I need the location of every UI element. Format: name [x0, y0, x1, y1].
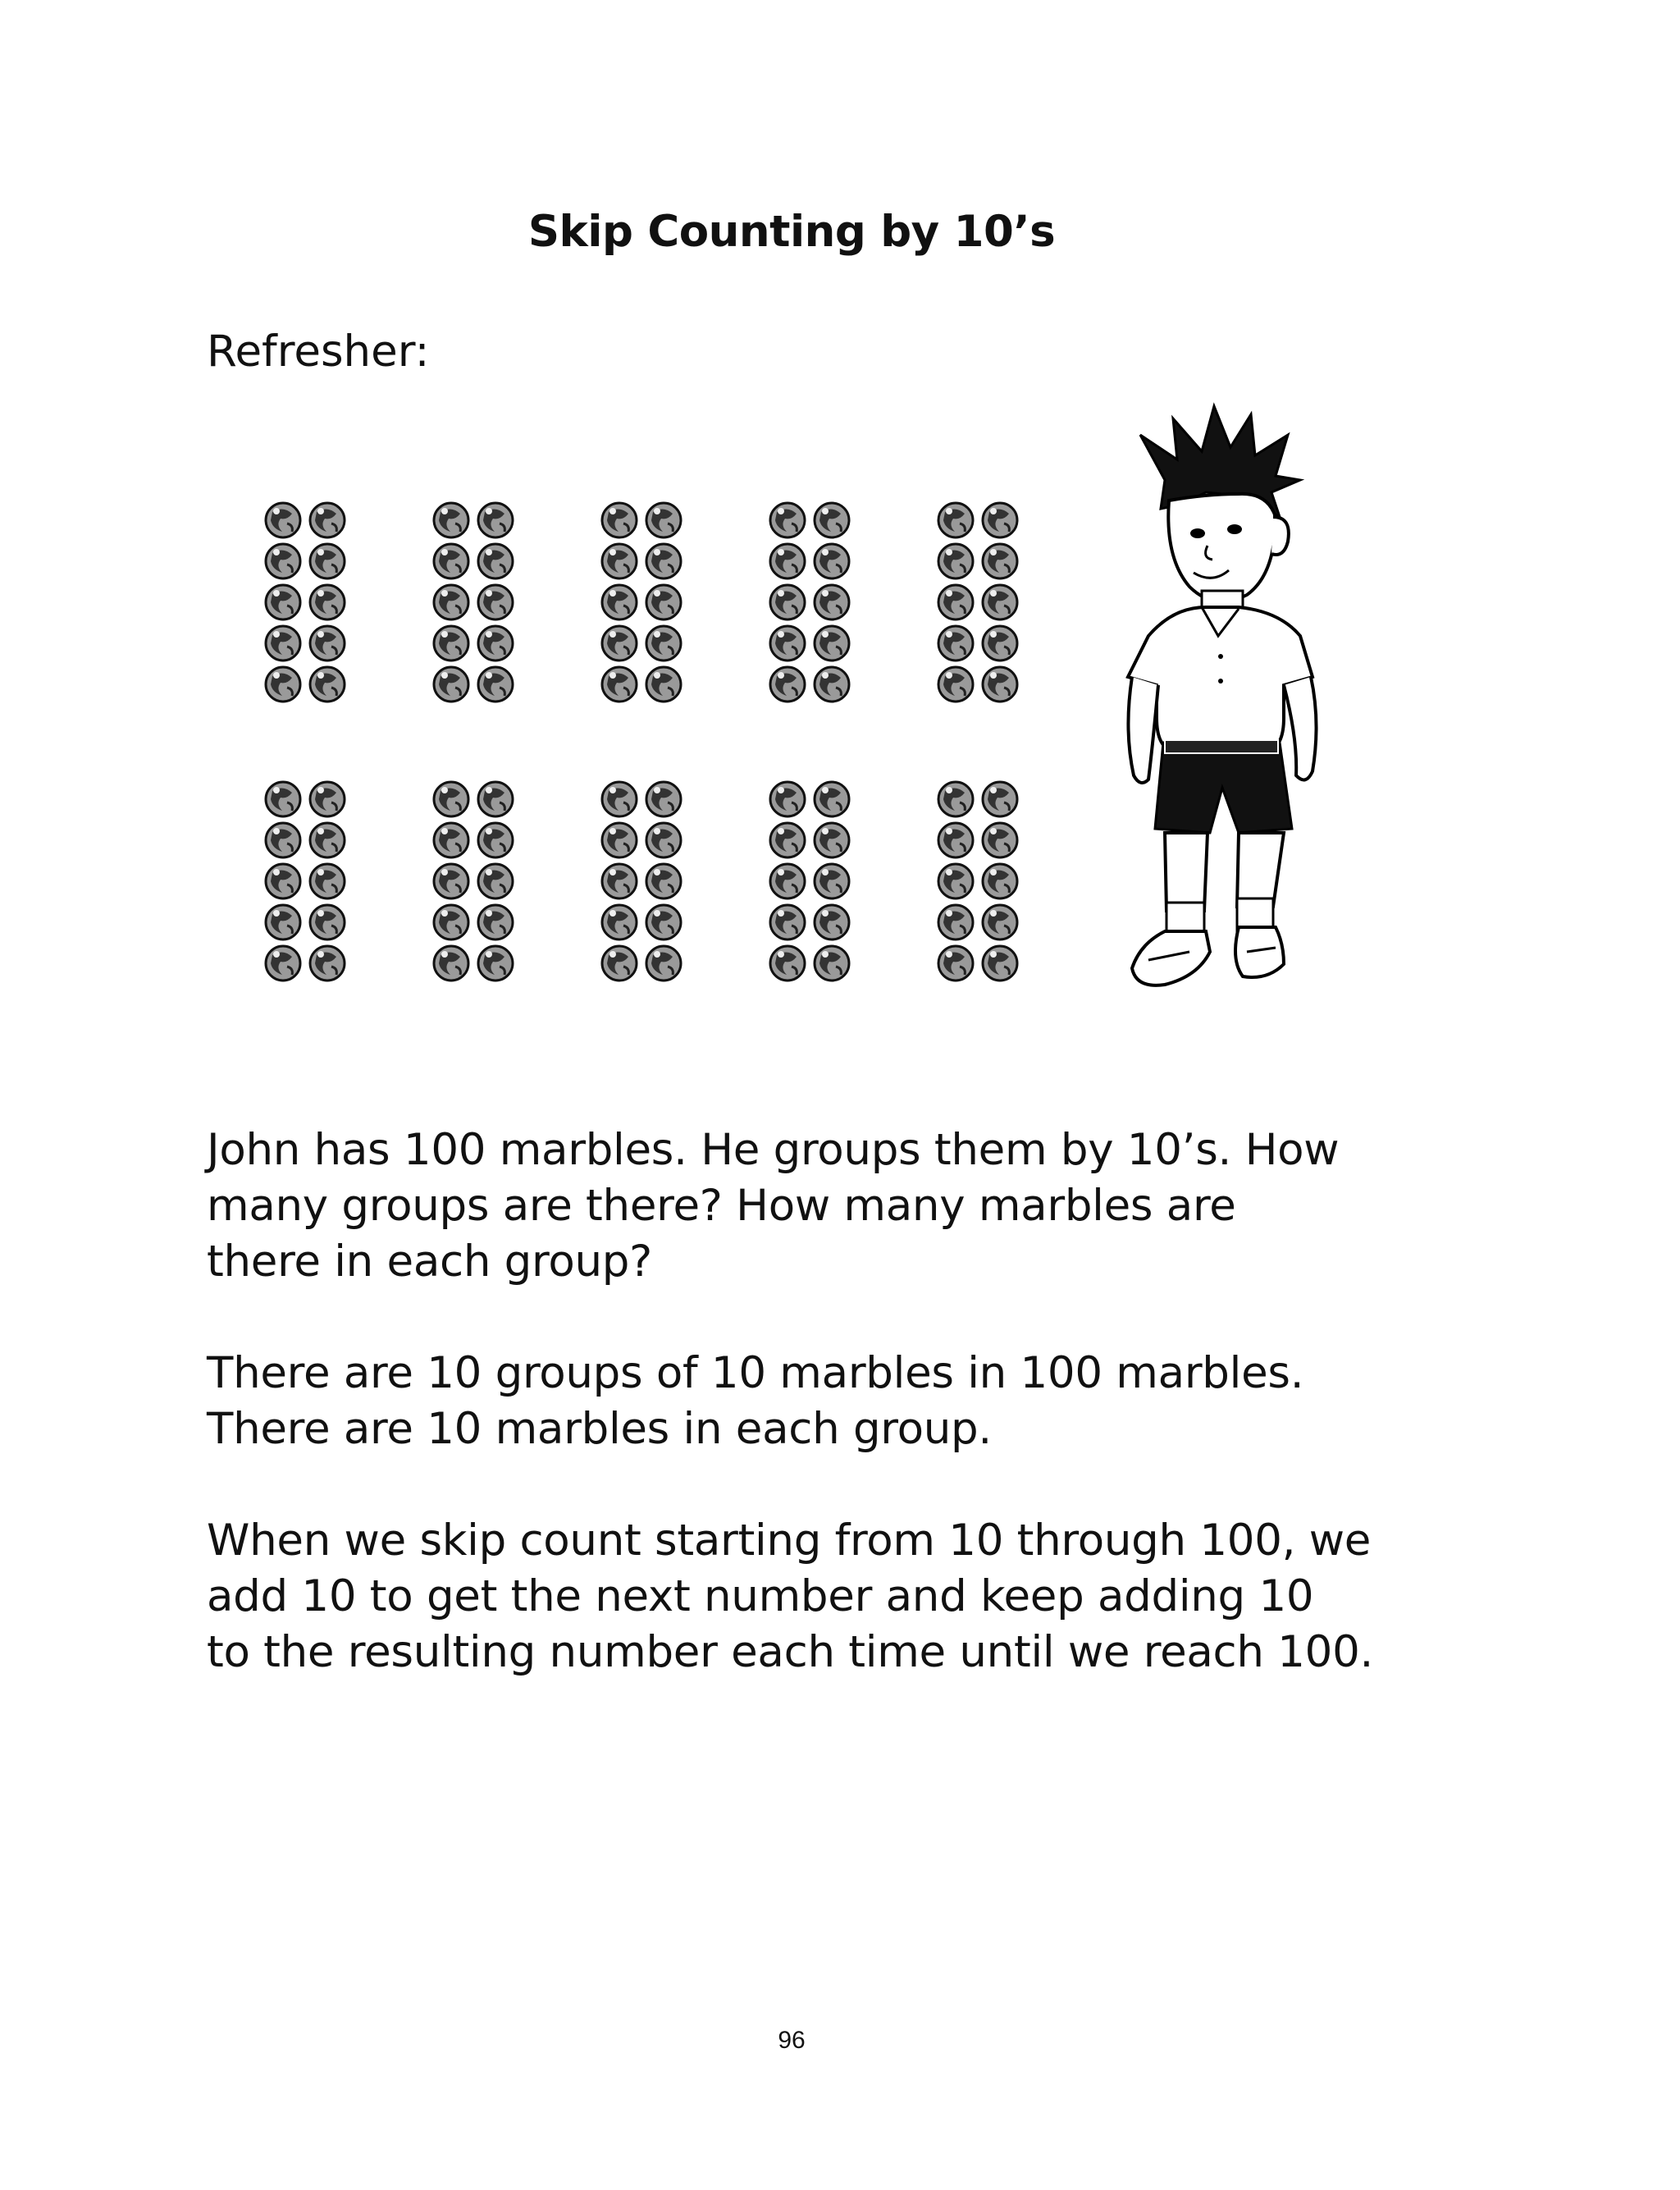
marble-icon	[979, 501, 1022, 542]
marble-icon	[475, 583, 518, 624]
marble-icon	[811, 501, 854, 542]
marble-group	[767, 501, 857, 706]
text-line: There are 10 marbles in each group.	[207, 1404, 992, 1454]
marble-icon	[643, 542, 686, 583]
text-line: there in each group?	[207, 1237, 652, 1287]
marble-icon	[307, 780, 349, 821]
marble-group	[599, 501, 689, 706]
marble-icon	[307, 944, 349, 985]
marble-icon	[935, 862, 978, 903]
marble-icon	[643, 821, 686, 862]
marble-icon	[767, 780, 810, 821]
marble-icon	[262, 583, 305, 624]
marble-icon	[307, 862, 349, 903]
marble-icon	[262, 821, 305, 862]
marbles-illustration	[246, 402, 1362, 1026]
marble-icon	[979, 542, 1022, 583]
marble-icon	[767, 944, 810, 985]
marble-group	[599, 780, 689, 985]
marble-icon	[643, 624, 686, 665]
marble-icon	[767, 903, 810, 944]
marble-icon	[935, 903, 978, 944]
marble-icon	[599, 944, 641, 985]
marble-icon	[767, 583, 810, 624]
text-line: When we skip count starting from 10 through 100, we	[207, 1516, 1372, 1566]
marble-group	[431, 780, 521, 985]
text-line: John has 100 marbles. He groups them by 10’s. How	[207, 1125, 1340, 1175]
marble-group	[935, 501, 1025, 706]
marble-icon	[307, 821, 349, 862]
boy-figure-icon	[1116, 402, 1354, 1009]
marble-icon	[475, 944, 518, 985]
marble-icon	[475, 903, 518, 944]
marble-icon	[811, 583, 854, 624]
marble-icon	[979, 624, 1022, 665]
marble-icon	[475, 624, 518, 665]
marble-icon	[767, 821, 810, 862]
marble-icon	[979, 821, 1022, 862]
marble-icon	[262, 665, 305, 706]
text-line: to the resulting number each time until we reach 100.	[207, 1627, 1374, 1677]
marble-icon	[935, 542, 978, 583]
marble-icon	[307, 624, 349, 665]
marble-icon	[935, 583, 978, 624]
marble-icon	[767, 501, 810, 542]
marble-icon	[262, 624, 305, 665]
page-number: 96	[778, 2027, 806, 2054]
answer-paragraph	[207, 1346, 1486, 1457]
marble-icon	[935, 780, 978, 821]
marble-icon	[431, 583, 473, 624]
marble-icon	[307, 542, 349, 583]
marble-group	[431, 501, 521, 706]
text-line: add 10 to get the next number and keep adding 10	[207, 1571, 1314, 1621]
marble-icon	[599, 501, 641, 542]
marble-icon	[767, 665, 810, 706]
marble-icon	[811, 862, 854, 903]
page-title: Skip Counting by 10’s	[527, 207, 1056, 257]
marble-icon	[643, 780, 686, 821]
marble-icon	[307, 665, 349, 706]
marble-icon	[599, 624, 641, 665]
marble-icon	[431, 944, 473, 985]
marble-icon	[935, 624, 978, 665]
marble-icon	[262, 542, 305, 583]
explanation-paragraph	[207, 1513, 1486, 1680]
section-label: Refresher:	[207, 327, 430, 377]
marble-icon	[979, 665, 1022, 706]
marble-group	[767, 780, 857, 985]
marble-icon	[767, 542, 810, 583]
marble-icon	[475, 542, 518, 583]
text-line: many groups are there? How many marbles are	[207, 1181, 1236, 1231]
marble-icon	[811, 542, 854, 583]
marble-icon	[431, 903, 473, 944]
marble-icon	[599, 903, 641, 944]
marble-group	[262, 501, 353, 706]
marble-icon	[431, 501, 473, 542]
marble-icon	[643, 583, 686, 624]
marble-icon	[643, 665, 686, 706]
marble-icon	[599, 821, 641, 862]
marble-icon	[599, 780, 641, 821]
marble-group	[935, 780, 1025, 985]
marble-icon	[811, 780, 854, 821]
marble-group	[262, 780, 353, 985]
marble-icon	[643, 501, 686, 542]
marble-icon	[979, 780, 1022, 821]
marble-icon	[979, 903, 1022, 944]
marble-icon	[475, 665, 518, 706]
marble-icon	[767, 624, 810, 665]
marble-icon	[307, 501, 349, 542]
marble-icon	[475, 862, 518, 903]
marble-icon	[643, 862, 686, 903]
marble-icon	[262, 501, 305, 542]
marble-icon	[935, 944, 978, 985]
marble-icon	[599, 583, 641, 624]
marble-icon	[811, 624, 854, 665]
marble-icon	[979, 944, 1022, 985]
marble-icon	[262, 903, 305, 944]
marble-icon	[599, 542, 641, 583]
marble-icon	[262, 944, 305, 985]
marble-icon	[307, 903, 349, 944]
marble-icon	[811, 903, 854, 944]
marble-icon	[431, 624, 473, 665]
marble-icon	[979, 862, 1022, 903]
marble-icon	[431, 542, 473, 583]
text-line: There are 10 groups of 10 marbles in 100 marbles.	[207, 1348, 1304, 1398]
marble-icon	[431, 862, 473, 903]
marble-icon	[935, 821, 978, 862]
marble-icon	[811, 665, 854, 706]
marble-icon	[307, 583, 349, 624]
marble-icon	[475, 821, 518, 862]
marble-icon	[767, 862, 810, 903]
marble-icon	[811, 821, 854, 862]
marble-icon	[262, 862, 305, 903]
marble-icon	[431, 821, 473, 862]
marble-icon	[935, 665, 978, 706]
marble-icon	[643, 944, 686, 985]
marble-icon	[431, 665, 473, 706]
marble-icon	[475, 501, 518, 542]
marble-icon	[431, 780, 473, 821]
marble-icon	[599, 862, 641, 903]
marble-icon	[979, 583, 1022, 624]
marble-icon	[262, 780, 305, 821]
marble-icon	[599, 665, 641, 706]
marble-icon	[643, 903, 686, 944]
problem-paragraph	[207, 1122, 1486, 1290]
marble-icon	[811, 944, 854, 985]
marble-icon	[935, 501, 978, 542]
marble-icon	[475, 780, 518, 821]
